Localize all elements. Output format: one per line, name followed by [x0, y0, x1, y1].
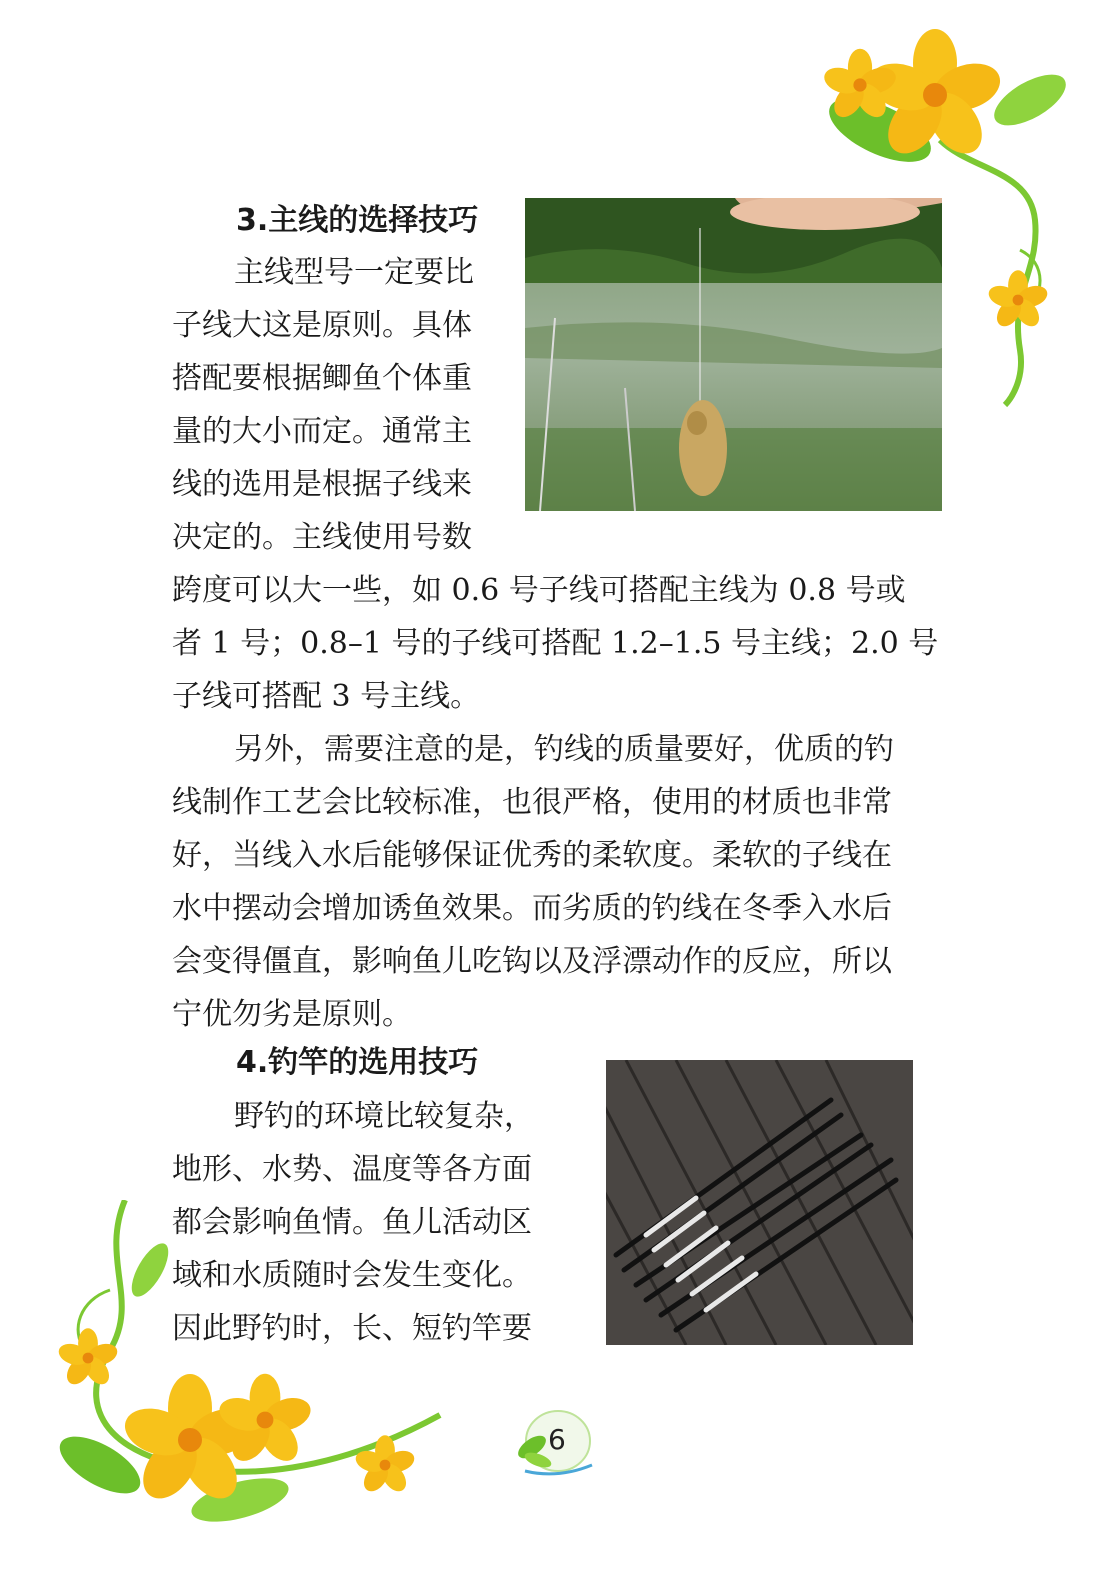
paragraph-line: 量的大小而定。通常主 [172, 414, 472, 449]
paragraph-line: 另外，需要注意的是，钓线的质量要好，优质的钓 [234, 732, 894, 767]
flower-decoration-bottom-left [40, 1200, 480, 1540]
page-number: 6 [548, 1423, 566, 1456]
paragraph-line: 线制作工艺会比较标准，也很严格，使用的材质也非常 [172, 785, 892, 820]
paragraph-line: 地形、水势、温度等各方面 [172, 1152, 532, 1187]
paragraph-line: 会变得僵直，影响鱼儿吃钩以及浮漂动作的反应，所以 [172, 944, 892, 979]
paragraph-line: 水中摆动会增加诱鱼效果。而劣质的钓线在冬季入水后 [172, 891, 892, 926]
paragraph-line: 者 1 号；0.8–1 号的子线可搭配 1.2–1.5 号主线；2.0 号 [172, 626, 939, 661]
paragraph-line: 主线型号一定要比 [234, 255, 474, 290]
paragraph-line: 子线可搭配 3 号主线。 [172, 679, 481, 714]
section-3-body [172, 253, 942, 1048]
paragraph-line: 跨度可以大一些，如 0.6 号子线可搭配主线为 0.8 号或 [172, 573, 906, 608]
fishing-rods-photo [606, 1060, 913, 1345]
paragraph-line: 好，当线入水后能够保证优秀的柔软度。柔软的子线在 [172, 838, 892, 873]
paragraph-line: 线的选用是根据子线来 [172, 467, 472, 502]
paragraph-line: 宁优勿劣是原则。 [172, 997, 412, 1032]
paragraph-line: 子线大这是原则。具体 [172, 308, 472, 343]
paragraph-line: 都会影响鱼情。鱼儿活动区 [172, 1205, 532, 1240]
section-4-heading: 4.钓竿的选用技巧 [236, 1045, 479, 1080]
paragraph-line: 因此野钓时，长、短钓竿要 [172, 1311, 532, 1346]
paragraph-line: 域和水质随时会发生变化。 [172, 1258, 532, 1293]
flower-vine-icon [40, 1200, 480, 1540]
paragraph-line: 野钓的环境比较复杂， [234, 1099, 534, 1134]
paragraph-line: 搭配要根据鲫鱼个体重 [172, 361, 472, 396]
section-3-heading: 3.主线的选择技巧 [236, 203, 479, 238]
page-number-badge [510, 1405, 600, 1480]
paragraph-line: 决定的。主线使用号数 [172, 520, 472, 555]
